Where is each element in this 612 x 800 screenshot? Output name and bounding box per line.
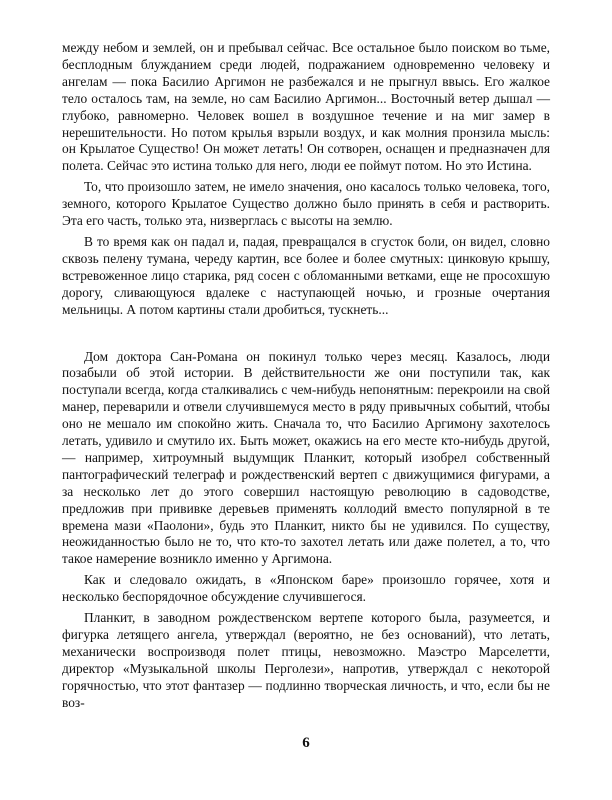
paragraph-2: То, что произошло затем, не имело значения, оно касалось только человека, того, земного, которого Крылатое Существо должно было принять в себя и растворить. Эта его часть, только эта, низверглась с высоты на землю. xyxy=(62,179,550,229)
paragraph-1: между небом и землей, он и пребывал сейчас. Все остальное было поиском во тьме, бесплодным блужданием среди людей, подражанием одновременно человеку и ангелам — пока Басилио Аргимон не разбежался и не прыгнул ввысь. Его жалкое тело осталось там, на земле, но сам Басилио Аргимон... Восточный ветер дышал — глубоко, равномерно. Человек вошел в воздушное течение и на миг замер в нерешительности. Но потом крылья взрыли воздух, и как молния пронзила мысль: он Крылатое Существо! Он может летать! Он сотворен, оснащен и предназначен для полета. Сейчас это истина только для него, люди ее поймут потом. Но это Истина. xyxy=(62,40,550,174)
document-page xyxy=(62,40,550,716)
section-break xyxy=(62,323,550,349)
paragraph-4: Дом доктора Сан-Романа он покинул только через месяц. Казалось, люди позабыли об этой истории. В действительности же они поступили так, как поступали всегда, когда сталкивались с чем-нибудь непонятным: перекроили на свой манер, переварили и отвели случившемуся место в ряду привычных событий, чтобы оно не мешало им спокойно жить. Сначала то, что Басилио Аргимону захотелось летать, удивило и смутило их. Быть может, окажись на его месте кто-нибудь другой,— например, хитроумный выдумщик Планкит, который изобрел собственный пантографический телеграф и рождественский вертеп с движущимися фигурами, а за несколько лет до этого совершил настоящую революцию в садоводстве, предложив при прививке деревьев применять коллодий вместо популярной в те времена мази «Паолони», будь это Планкит, никто бы не удивился. По существу, неожиданностью было не то, что кто-то захотел летать или даже полетел, а то, что такое намерение возникло именно у Аргимона. xyxy=(62,348,550,567)
page-number: 6 xyxy=(302,735,310,751)
paragraph-6: Планкит, в заводном рождественском вертепе которого была, разумеется, и фигурка летящего ангела, утверждал (вероятно, не без оснований), что летать, механически воспроизводя полет птицы, невозможно. Маэстро Марселетти, директор «Музыкальной школы Перголези», напротив, утверждал с некоторой горячностью, что этот фантазер — подлинно творческая личность, и что, если бы не воз- xyxy=(62,610,550,710)
paragraph-5: Как и следовало ожидать, в «Японском баре» произошло горячее, хотя и несколько беспорядочное обсуждение случившегося. xyxy=(62,572,550,605)
paragraph-3: В то время как он падал и, падая, превращался в сгусток боли, он видел, словно сквозь пелену тумана, череду картин, все более и более смутных: цинковую крышу, встревоженное лицо старика, ряд сосен с обломанными ветками, еще не просохшую дорогу, сливающуюся вдалеке с наступающей ночью, и грозные очертания мельницы. А потом картины стали дробиться, тускнеть... xyxy=(62,233,550,317)
